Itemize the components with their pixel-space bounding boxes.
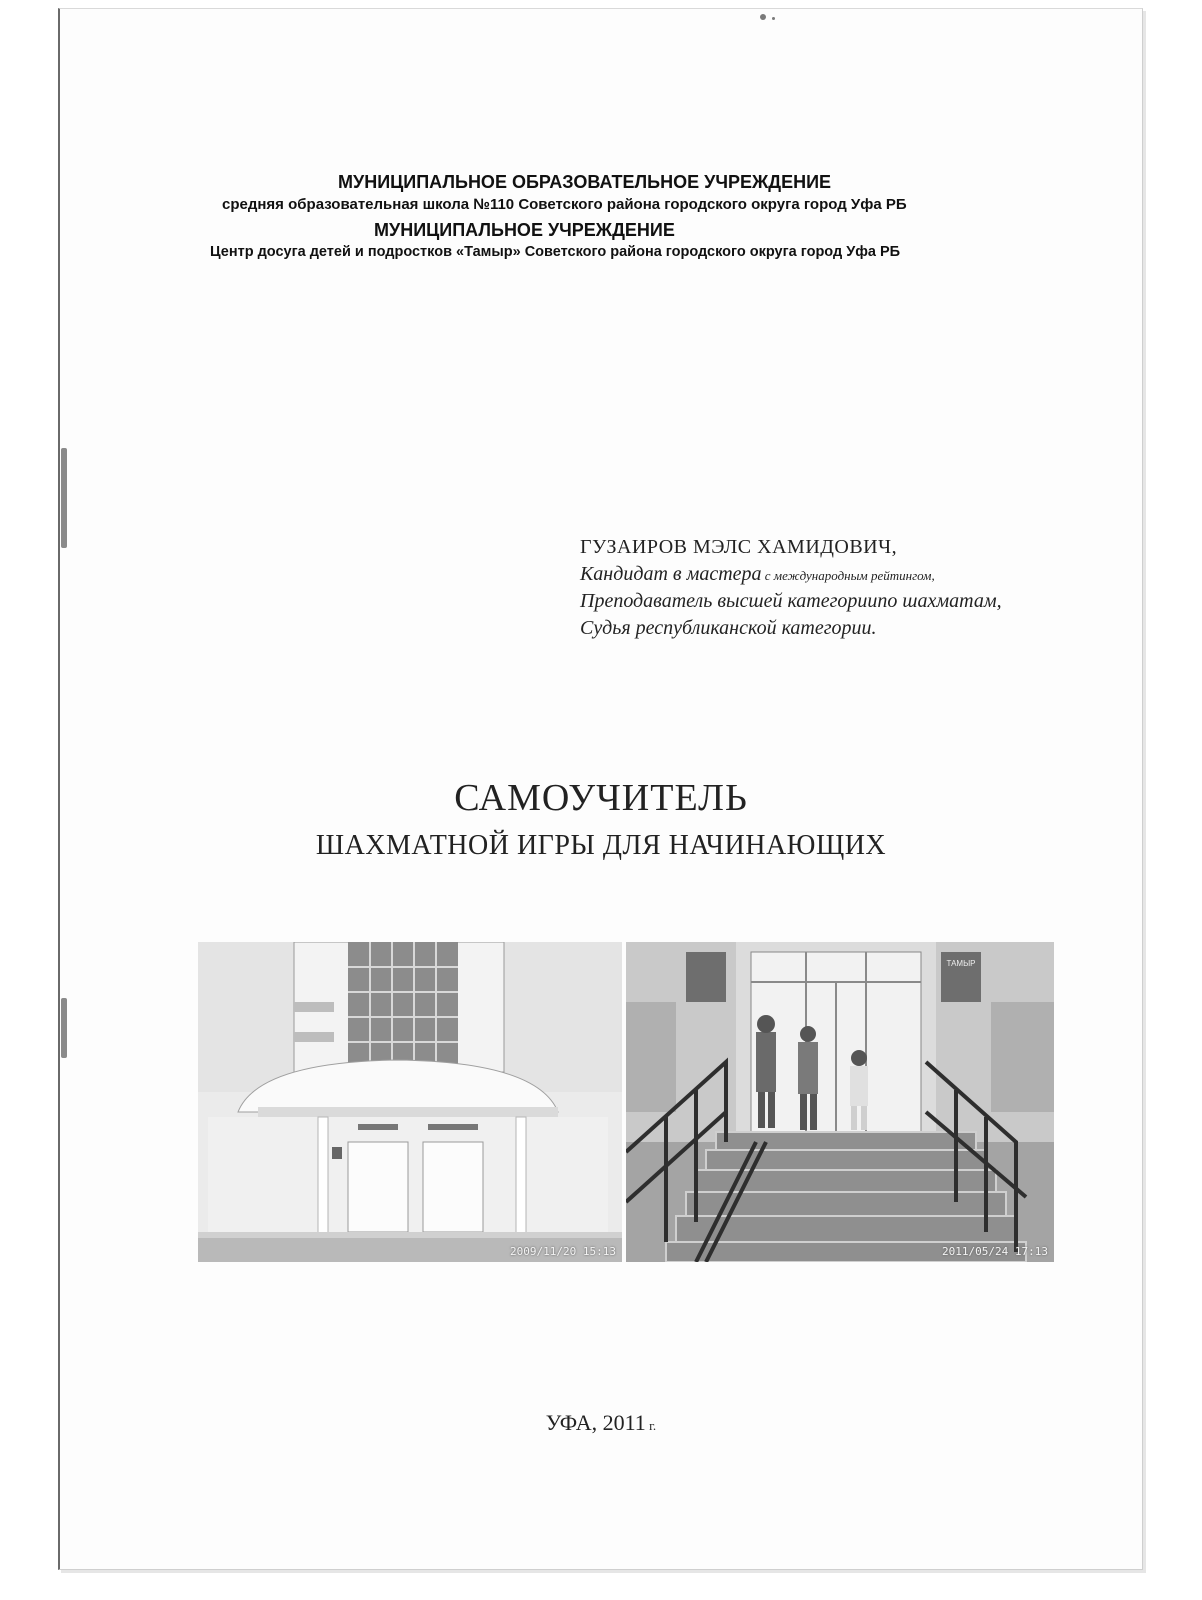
city-year-text: УФА, 2011 xyxy=(545,1410,646,1435)
school-building-photo xyxy=(198,942,622,1262)
entrance-illustration xyxy=(626,942,1054,1262)
author-title-1-main: Кандидат в мастера xyxy=(580,563,762,585)
author-title-3: Судья республиканской категории. xyxy=(580,617,877,639)
year-suffix: г. xyxy=(645,1418,657,1433)
staple xyxy=(61,448,67,548)
author-block xyxy=(580,536,1002,640)
entrance-photo xyxy=(626,942,1054,1262)
header-institution-1: МУНИЦИПАЛЬНОЕ ОБРАЗОВАТЕЛЬНОЕ УЧРЕЖДЕНИЕ xyxy=(338,172,832,192)
header-school: средняя образовательная школа №110 Советского района городского округа город Уфа РБ xyxy=(222,196,907,213)
city-year xyxy=(0,1410,1202,1436)
author-name: ГУЗАИРОВ МЭЛС ХАМИДОВИЧ, xyxy=(580,536,898,558)
header-center: Центр досуга детей и подростков «Тамыр» Советского района городского округа город Уфа РБ xyxy=(210,244,901,260)
author-title-1 xyxy=(580,563,1002,586)
author-title-2: Преподаватель высшей категориипо шахматам, xyxy=(580,590,1002,612)
book-subtitle: ШАХМАТНОЙ ИГРЫ ДЛЯ НАЧИНАЮЩИХ xyxy=(315,830,887,861)
header-institution-2: МУНИЦИПАЛЬНОЕ УЧРЕЖДЕНИЕ xyxy=(374,220,675,240)
building-illustration xyxy=(198,942,622,1262)
tamyr-sign: ТАМЫР xyxy=(946,959,976,968)
photo-timestamp: 2011/05/24 17:13 xyxy=(942,1245,1048,1258)
author-title-1-small: с международным рейтингом, xyxy=(761,568,935,583)
staple xyxy=(61,998,67,1058)
speck xyxy=(772,17,775,20)
speck xyxy=(760,14,766,20)
book-title: САМОУЧИТЕЛЬ xyxy=(454,777,748,819)
photo-timestamp: 2009/11/20 15:13 xyxy=(510,1245,616,1258)
cover-photos xyxy=(198,942,1054,1262)
